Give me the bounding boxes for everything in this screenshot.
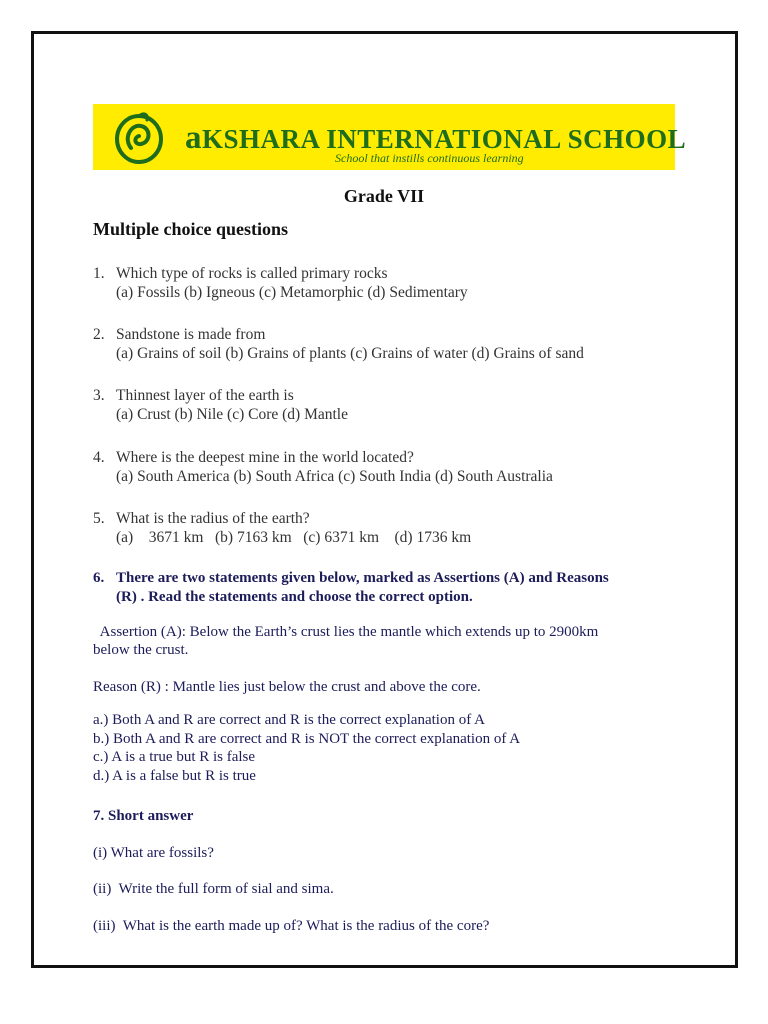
question-number: 6. <box>93 570 105 586</box>
grade-heading: Grade VII <box>343 186 425 206</box>
question-options: (a) 3671 km (b) 7163 km (c) 6371 km (d) 1736 km <box>116 529 472 546</box>
short-answer-3: (iii) What is the earth made up of? What is the radius of the core? <box>93 918 490 934</box>
question-text: Where is the deepest mine in the world located? <box>116 449 414 466</box>
assertion-line1: Assertion (A): Below the Earth’s crust lies the mantle which extends up to 2900km <box>93 624 599 640</box>
question-number: 5. <box>93 510 105 527</box>
question-5 <box>93 509 471 547</box>
reason-text: Reason (R) : Mantle lies just below the crust and above the core. <box>93 679 481 695</box>
question-1 <box>93 264 468 302</box>
question-text-line2: (R) . Read the statements and choose the correct option. <box>116 589 473 605</box>
question-options: (a) Fossils (b) Igneous (c) Metamorphic (d) Sedimentary <box>116 284 468 301</box>
question-text: There are two statements given below, marked as Assertions (A) and Reasons <box>116 570 609 586</box>
question-number: 2. <box>93 326 105 343</box>
school-tagline: School that instills continuous learning <box>335 151 524 165</box>
choice-d: d.) A is a false but R is true <box>93 768 256 784</box>
akshara-logo-icon <box>113 112 165 164</box>
question-number: 1. <box>93 265 105 282</box>
choice-c: c.) A is a true but R is false <box>93 749 256 765</box>
question-options: (a) South America (b) South Africa (c) South India (d) South Australia <box>116 468 553 485</box>
short-answer-2: (ii) Write the full form of sial and sima. <box>93 881 334 897</box>
question-text: Which type of rocks is called primary rocks <box>116 265 388 282</box>
short-answer-title: 7. Short answer <box>93 808 194 824</box>
question-options: (a) Crust (b) Nile (c) Core (d) Mantle <box>116 406 348 423</box>
question-text: What is the radius of the earth? <box>116 510 310 527</box>
assertion-line2: below the crust. <box>93 642 189 658</box>
question-text: Sandstone is made from <box>116 326 266 343</box>
choice-a: a.) Both A and R are correct and R is the correct explanation of A <box>93 712 485 728</box>
short-answer-1: (i) What are fossils? <box>93 845 214 861</box>
choice-b: b.) Both A and R are correct and R is NOT the correct explanation of A <box>93 731 521 747</box>
question-4 <box>93 448 553 486</box>
school-banner <box>93 104 687 170</box>
question-text: Thinnest layer of the earth is <box>116 387 294 404</box>
page-border <box>31 31 738 968</box>
question-3 <box>93 386 348 424</box>
section-title: Multiple choice questions <box>93 219 289 239</box>
question-2 <box>93 325 584 363</box>
question-options: (a) Grains of soil (b) Grains of plants (c) Grains of water (d) Grains of sand <box>116 345 584 362</box>
question-number: 3. <box>93 387 105 404</box>
school-name-rest: KSHARA INTERNATIONAL SCHOOL <box>202 124 687 154</box>
question-number: 4. <box>93 449 105 466</box>
school-name-initial: a <box>185 120 202 156</box>
question-6 <box>93 569 609 607</box>
